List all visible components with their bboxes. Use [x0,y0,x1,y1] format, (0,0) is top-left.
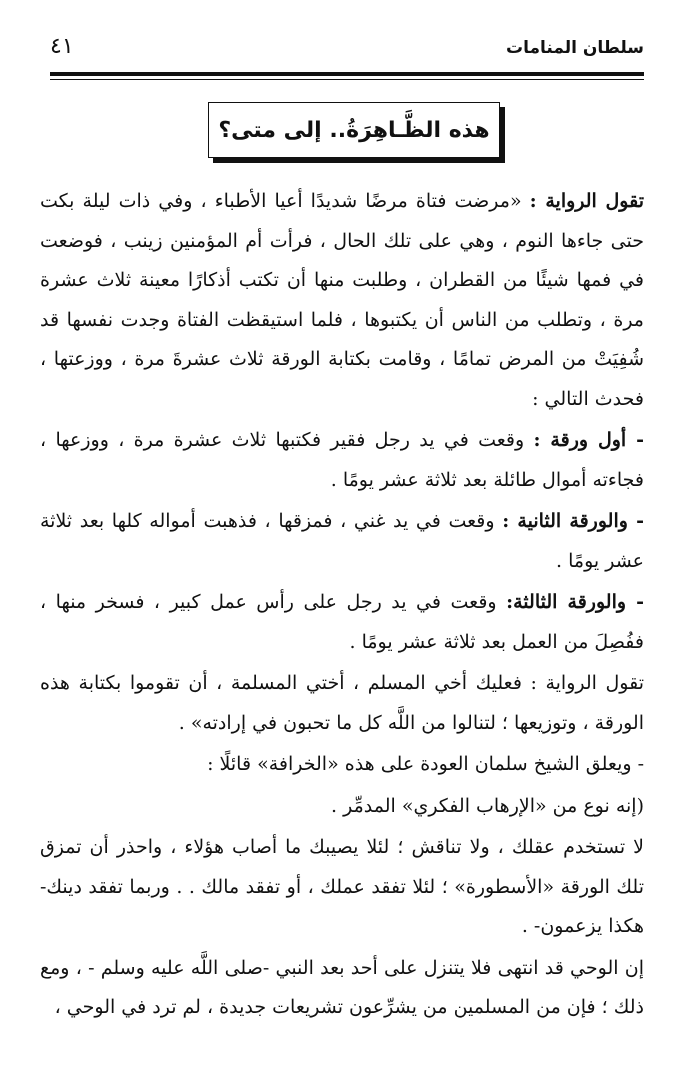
section-heading [208,102,500,158]
header-rule-thick [50,72,644,76]
paragraph [40,421,644,500]
paragraph-text: (إنه نوع من «الإرهاب الفكري» المدمِّر . [331,794,644,817]
paragraph [40,502,644,581]
paragraph [40,828,644,947]
paragraph [40,787,644,827]
paragraph [40,745,644,785]
body-text [40,182,644,1030]
paragraph [40,664,644,743]
section-heading-text: هذه الظَّـاهِرَةُ.. إلى متى؟ [218,117,490,143]
paragraph [40,583,644,662]
page-number: ٤١ [50,34,74,59]
paragraph-text: لا تستخدم عقلك ، ولا تناقش ؛ لئلا يصيبك ما أصاب هؤلاء ، واحذر أن تمزق تلك الورقة «الأسطورة» ؛ لئلا تفقد عملك ، أو تفقد مالك . . وربما تفقد دينك- هكذا يزعمون- . [40,836,644,937]
paragraph-text: وقعت في يد رجل على رأس عمل كبير ، فسخر منها ، ففُصِلَ من العمل بعد ثلاثة عشر يومًا . [40,591,644,653]
page-header [50,30,644,70]
paragraph-lead: - أول ورقة : [533,429,644,451]
paragraph-text: - ويعلق الشيخ سلمان العودة على هذه «الخرافة» قائلًا : [207,753,644,775]
paragraph-text: إن الوحي قد انتهى فلا يتنزل على أحد بعد النبي -صلى اللَّه عليه وسلم - ، ومع ذلك ؛ فإن من المسلمين من يشرِّعون تشريعات جديدة ، لم ترد في الوحي ، [40,956,644,1018]
paragraph-text: وقعت في يد غني ، فمزقها ، فذهبت أمواله كلها بعد ثلاثة عشر يومًا . [40,510,644,572]
paragraph-lead: - والورقة الثانية : [502,510,645,532]
paragraph [40,182,644,419]
paragraph-text: تقول الرواية : فعليك أخي المسلم ، أختي المسلمة ، أن تقوموا بكتابة هذه الورقة ، وتوزيعها ؛ لتنالوا من اللَّه كل ما تحبون في إرادته» . [40,672,644,734]
header-rule-thin [50,79,644,80]
paragraph-lead: تقول الرواية : [529,190,644,212]
paragraph [40,949,644,1028]
paragraph-text: وقعت في يد رجل فقير فكتبها ثلاث عشرة مرة ، ووزعها ، فجاءته أموال طائلة بعد ثلاثة عشر يومًا . [40,429,644,491]
running-title: سلطان المنامات [506,38,644,58]
paragraph-lead: - والورقة الثالثة: [506,591,644,613]
paragraph-text: «مرضت فتاة مرضًا شديدًا أعيا الأطباء ، وفي ذات ليلة بكت حتى جاءها النوم ، وهي على تلك الحال ، فرأت أم المؤمنين زينب ، فوضعت في فمها شيئًا من القطران ، وطلبت منها أن تكتب أذكارًا معينة ثلاث عشرة مرة ، وتطلب من الناس أن يكتبوها ، فلما استيقظت الفتاة وجدت نفسها قد شُفِيَتْ من المرض تمامًا ، وقامت بكتابة الورقة ثلاث عشرةَ مرة ، ووزعتها ، فحدث التالي : [40,190,644,410]
